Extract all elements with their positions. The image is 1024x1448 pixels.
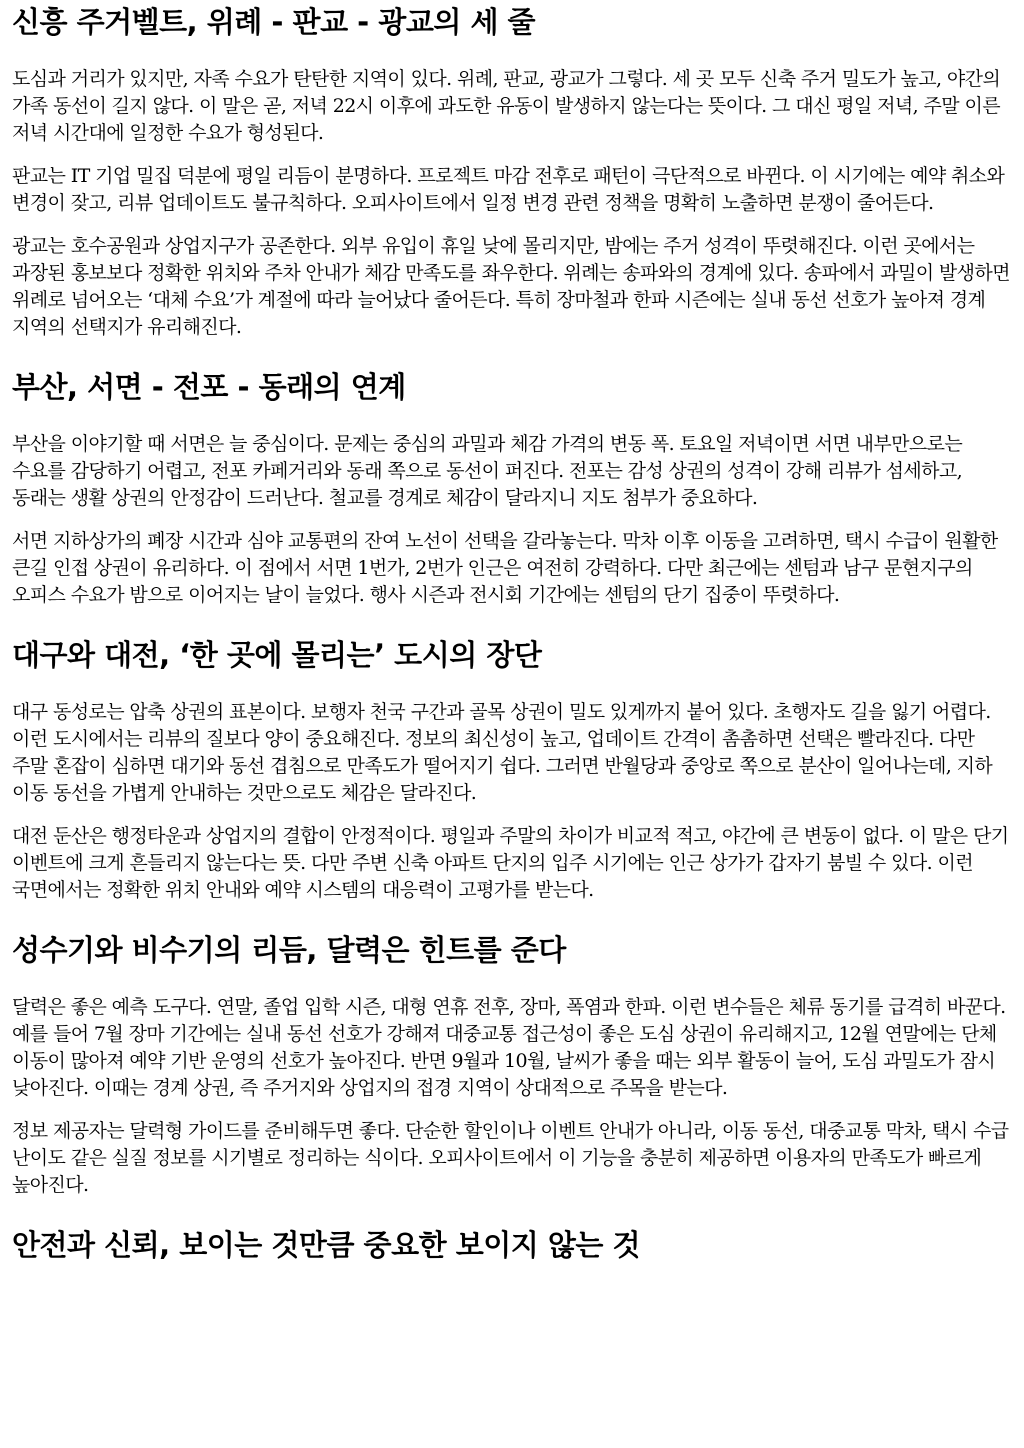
- paragraph: 판교는 IT 기업 밀집 덕분에 평일 리듬이 분명하다. 프로젝트 마감 전후로 패턴이 극단적으로 바뀐다. 이 시기에는 예약 취소와 변경이 잦고, 리뷰 업데이트도 불규칙하다. 오피사이트에서 일정 변경 관련 정책을 명확히 노출하면 분쟁이 줄어든다.: [12, 165, 1005, 214]
- article-body: [12, 0, 1014, 1263]
- paragraph: 정보 제공자는 달력형 가이드를 준비해두면 좋다. 단순한 할인이나 이벤트 안내가 아니라, 이동 동선, 대중교통 막차, 택시 수급 난이도 같은 실질 정보를 시기별로 정리하는 식이다. 오피사이트에서 이 기능을 충분히 제공하면 이용자의 만족도가 빠르게 높아진다.: [12, 1120, 1009, 1196]
- paragraph: 대전 둔산은 행정타운과 상업지의 결합이 안정적이다. 평일과 주말의 차이가 비교적 적고, 야간에 큰 변동이 없다. 이 말은 단기 이벤트에 크게 흔들리지 않는다는 뜻. 다만 주변 신축 아파트 단지의 입주 시기에는 인근 상가가 갑자기 붐빌 수 있다. 이런 국면에서는 정확한 위치 안내와 예약 시스템의 대응력이 고평가를 받는다.: [12, 825, 1009, 901]
- paragraph: 도심과 거리가 있지만, 자족 수요가 탄탄한 지역이 있다. 위례, 판교, 광교가 그렇다. 세 곳 모두 신축 주거 밀도가 높고, 야간의 가족 동선이 길지 않다. 이 말은 곧, 저녁 22시 이후에 과도한 유동이 발생하지 않는다는 뜻이다. 그 대신 평일 저녁, 주말 이른 저녁 시간대에 일정한 수요가 형성된다.: [12, 68, 1001, 144]
- section-heading-safety-trust: 안전과 신뢰, 보이는 것만큼 중요한 보이지 않는 것: [12, 1228, 640, 1262]
- paragraph: 부산을 이야기할 때 서면은 늘 중심이다. 문제는 중심의 과밀과 체감 가격의 변동 폭. 토요일 저녁이면 서면 내부만으로는 수요를 감당하기 어렵고, 전포 카페거리와 동래 쪽으로 동선이 퍼진다. 전포는 감성 상권의 성격이 강해 리뷰가 섬세하고, 동래는 생활 상권의 안정감이 드러난다. 철교를 경계로 체감이 달라지니 지도 첨부가 중요하다.: [12, 433, 963, 509]
- paragraph: 대구 동성로는 압축 상권의 표본이다. 보행자 천국 구간과 골목 상권이 밀도 있게까지 붙어 있다. 초행자도 길을 잃기 어렵다. 이런 도시에서는 리뷰의 질보다 양이 중요해진다. 정보의 최신성이 높고, 업데이트 간격이 촘촘하면 선택은 빨라진다. 다만 주말 혼잡이 심하면 대기와 동선 겹침으로 만족도가 떨어지기 쉽다. 그러면 반월당과 중앙로 쪽으로 분산이 일어나는데, 지하 이동 동선을 가볍게 안내하는 것만으로도 체감은 달라진다.: [12, 701, 993, 804]
- section-heading-seasonal-rhythm: 성수기와 비수기의 리듬, 달력은 힌트를 준다: [12, 933, 566, 967]
- paragraph: 광교는 호수공원과 상업지구가 공존한다. 외부 유입이 휴일 낮에 몰리지만, 밤에는 주거 성격이 뚜렷해진다. 이런 곳에서는 과장된 홍보보다 정확한 위치와 주차 안내가 체감 만족도를 좌우한다. 위례는 송파와의 경계에 있다. 송파에서 과밀이 발생하면 위례로 넘어오는 ‘대체 수요’가 계절에 따라 늘어났다 줄어든다. 특히 장마철과 한파 시즌에는 실내 동선 선호가 높아져 경계 지역의 선택지가 유리해진다.: [12, 235, 1010, 338]
- paragraph: 서면 지하상가의 폐장 시간과 심야 교통편의 잔여 노선이 선택을 갈라놓는다. 막차 이후 이동을 고려하면, 택시 수급이 원활한 큰길 인접 상권이 유리하다. 이 점에서 서면 1번가, 2번가 인근은 여전히 강력하다. 다만 최근에는 센텀과 남구 문현지구의 오피스 수요가 밤으로 이어지는 날이 늘었다. 행사 시즌과 전시회 기간에는 센텀의 단기 집중이 뚜렷하다.: [12, 530, 998, 606]
- section-heading-new-residential-belt: 신흥 주거벨트, 위례 - 판교 - 광교의 세 줄: [12, 5, 536, 39]
- section-heading-daegu-daejeon: 대구와 대전, ‘한 곳에 몰리는’ 도시의 장단: [12, 638, 542, 672]
- section-heading-busan: 부산, 서면 - 전포 - 동래의 연계: [12, 370, 406, 404]
- paragraph: 달력은 좋은 예측 도구다. 연말, 졸업 입학 시즌, 대형 연휴 전후, 장마, 폭염과 한파. 이런 변수들은 체류 동기를 급격히 바꾼다. 예를 들어 7월 장마 기간에는 실내 동선 선호가 강해져 대중교통 접근성이 좋은 도심 상권이 유리해지고, 12월 연말에는 단체 이동이 많아져 예약 기반 운영의 선호가 높아진다. 반면 9월과 10월, 날씨가 좋을 때는 외부 활동이 늘어, 도심 과밀도가 잠시 낮아진다. 이때는 경계 상권, 즉 주거지와 상업지의 접경 지역이 상대적으로 주목을 받는다.: [12, 996, 1006, 1099]
